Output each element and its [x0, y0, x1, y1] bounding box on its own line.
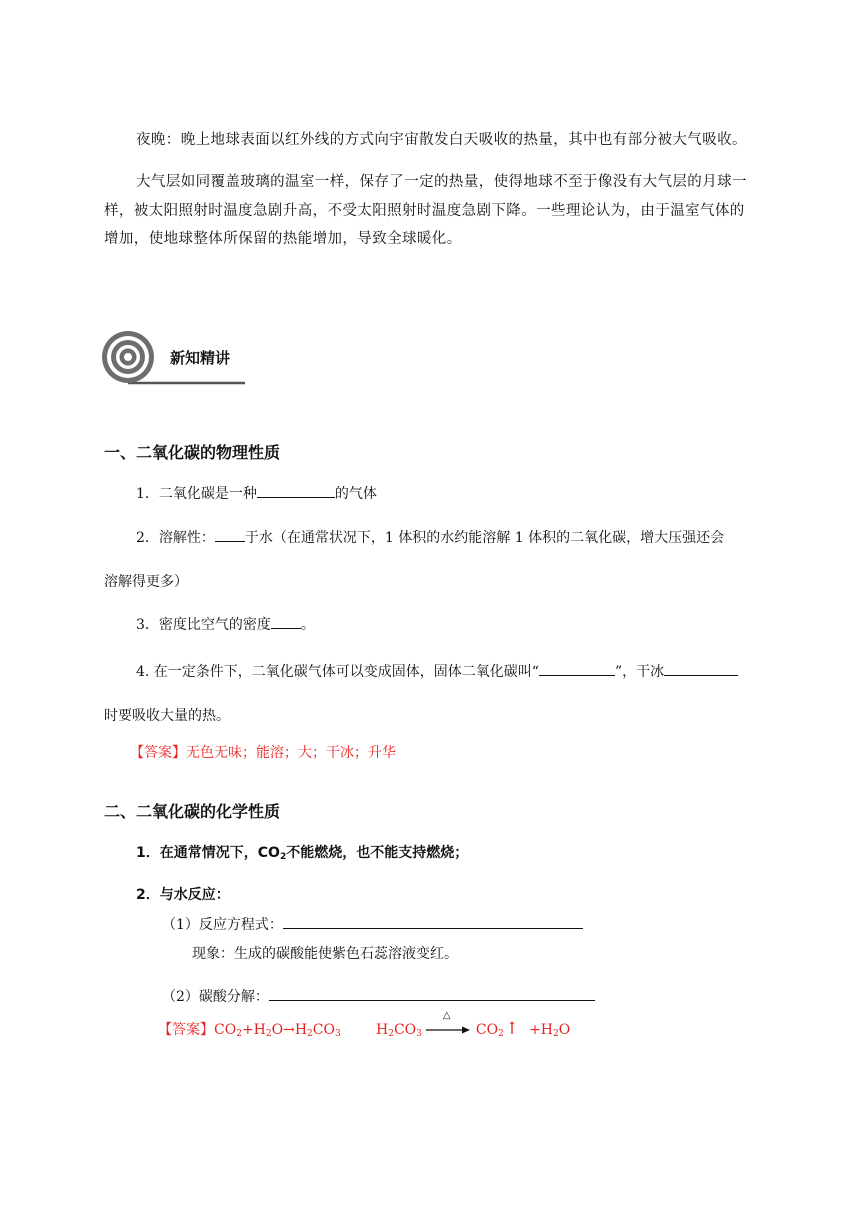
answer-label: 【答案】: [130, 745, 186, 761]
s2-item1-b: 不能燃烧，也不能支持燃烧；: [286, 845, 469, 861]
eq2: $H_2CO_3$ △ $CO_2↑ +H_2O$: [376, 1010, 571, 1039]
s1-answer: [130, 742, 396, 762]
answer-text: 无色无味；能溶；大；干冰；升华: [186, 745, 396, 761]
fill-blank: [539, 661, 615, 676]
s1-item2-prefix: 2．溶解性：: [136, 530, 215, 546]
s1-item2-suffix: 于水（在通常状况下，1 体积的水约能溶解 1 体积的二氧化碳，增大压强还会: [244, 530, 725, 546]
eq1: $CO_2+H_2O\to H_2CO_3$: [214, 1022, 341, 1039]
night-paragraph: 夜晚：晚上地球表面以红外线的方式向宇宙散发白天吸收的热量，其中也有部分被大气吸收。: [136, 132, 747, 148]
section-banner: [100, 330, 250, 386]
s1-item4-prefix: 4. 在一定条件下，二氧化碳气体可以变成固体，固体二氧化碳叫“: [136, 664, 539, 680]
s2-answer: [158, 1019, 341, 1039]
fill-blank: [269, 986, 595, 1001]
answer-label: 【答案】: [158, 1022, 214, 1038]
fill-blank: [271, 614, 301, 629]
s2-sub2: [162, 986, 595, 1006]
s1-item3: [136, 614, 315, 634]
s1-item4-cont: 时要吸收大量的热。: [104, 708, 230, 724]
s1-item1: [136, 483, 377, 503]
s2-item1-sub: 2: [279, 852, 287, 862]
s2-item1-a: 在通常情况下，: [159, 845, 258, 861]
s1-item4: [136, 661, 738, 681]
s1-item1-suffix: 的气体: [334, 486, 377, 502]
greenhouse-line-2: 样，被太阳照射时温度急剧升高，不受太阳照射时温度急剧下降。一些理论认为，由于温室气体的: [104, 203, 745, 219]
heat-arrow: [426, 1010, 472, 1037]
fill-blank: [215, 527, 245, 542]
s2-item1-co: CO: [257, 845, 280, 861]
s1-item4-mid: ”，干冰: [614, 664, 665, 680]
s1-item2-cont: 溶解得更多）: [104, 574, 188, 590]
s2-item1-num: 1．: [136, 845, 160, 861]
fill-blank: [283, 914, 583, 929]
greenhouse-line-3: 增加，使地球整体所保留的热能增加，导致全球暖化。: [104, 231, 462, 247]
greenhouse-line-1: 大气层如同覆盖玻璃的温室一样，保存了一定的热量，使得地球不至于像没有大气层的月球一: [136, 174, 747, 190]
s2-sub2-label: （2）碳酸分解：: [162, 989, 269, 1005]
s1-item2: [136, 527, 724, 547]
s1-item3-suffix: 。: [300, 617, 315, 633]
fill-blank: [664, 661, 738, 676]
banner-title: 新知精讲: [170, 349, 231, 367]
arrow-icon: [426, 1025, 472, 1035]
fill-blank: [257, 483, 335, 498]
heat-condition: △: [442, 1010, 451, 1021]
section1-heading: 一、二氧化碳的物理性质: [104, 443, 281, 462]
s2-item2: 2．与水反应：: [136, 887, 230, 903]
s2-sub1-label: （1）反应方程式：: [162, 917, 283, 933]
s2-item1: [136, 842, 468, 862]
section2-heading: 二、二氧化碳的化学性质: [104, 802, 281, 821]
s2-sub1: [162, 914, 583, 934]
s1-item3-prefix: 3．密度比空气的密度: [136, 617, 271, 633]
s1-item1-prefix: 1．二氧化碳是一种: [136, 486, 257, 502]
gas-up-arrow: ↑: [504, 1019, 520, 1039]
s2-phenomenon: 现象：生成的碳酸能使紫色石蕊溶液变红。: [192, 946, 458, 962]
